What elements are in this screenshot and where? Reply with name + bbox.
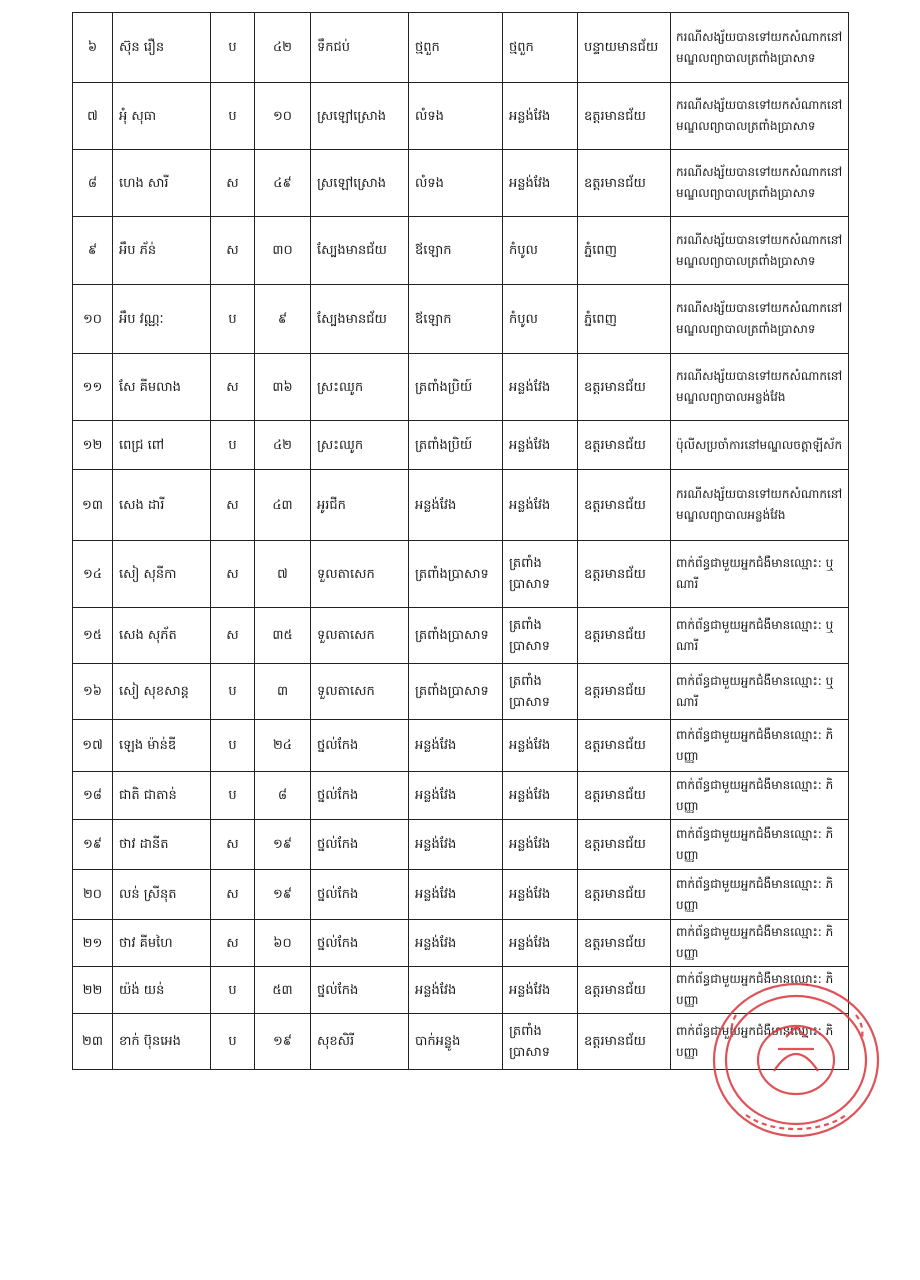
district-cell: ថ្មពួក (503, 13, 578, 83)
row-number-cell: ១២ (73, 421, 113, 470)
village-cell: ស្បែងមានជ័យ (311, 217, 409, 285)
sex-cell: ប (211, 421, 255, 470)
village-cell: អូរជីក (311, 470, 409, 541)
person-name-cell: សេង សុភ័ត (113, 608, 211, 664)
row-number-cell: ១១ (73, 354, 113, 421)
province-cell: ឧត្តរមានជ័យ (578, 608, 671, 664)
person-name-cell: សៀ សុនីកា (113, 541, 211, 608)
row-number-cell: ១៤ (73, 541, 113, 608)
remark-cell: ករណីសង្ស័យបានទៅយកសំណាកនៅមណ្ឌលព្យាបាលត្រពាំងប្រាសាទ (671, 285, 849, 354)
table-row (73, 664, 849, 720)
village-cell: ស្រះឈូក (311, 421, 409, 470)
district-cell: អន្លង់វែង (503, 870, 578, 920)
district-cell: អន្លង់វែង (503, 470, 578, 541)
row-number-cell: ៧ (73, 83, 113, 150)
row-number-cell: ៦ (73, 13, 113, 83)
commune-cell: ឪឡោក (409, 285, 503, 354)
remark-cell: ពាក់ព័ន្ធជាមួយអ្នកជំងឺមានឈ្មោះ: ឬ ណារី (671, 608, 849, 664)
commune-cell: អន្លង់វែង (409, 470, 503, 541)
person-name-cell: ថាវ គីមហៃ (113, 920, 211, 967)
district-cell: អន្លង់វែង (503, 720, 578, 772)
province-cell: ឧត្តរមានជ័យ (578, 83, 671, 150)
commune-cell: ថ្មពួក (409, 13, 503, 83)
table-row (73, 83, 849, 150)
commune-cell: ត្រពាំងប្រាសាទ (409, 664, 503, 720)
age-cell: ២៤ (255, 720, 311, 772)
province-cell: ភ្នំពេញ (578, 285, 671, 354)
province-cell: ឧត្តរមានជ័យ (578, 421, 671, 470)
sex-cell: ស (211, 541, 255, 608)
remark-cell: ពាក់ព័ន្ធជាមួយអ្នកជំងឺមានឈ្មោះ: ភិ បញ្ញា (671, 720, 849, 772)
person-name-cell: ថាវ ដានីត (113, 820, 211, 870)
row-number-cell: ១៣ (73, 470, 113, 541)
sex-cell: ប (211, 1014, 255, 1070)
sex-cell: ស (211, 470, 255, 541)
remark-cell: ពាក់ព័ន្ធជាមួយអ្នកជំងឺមានឈ្មោះ: ភិ បញ្ញា (671, 967, 849, 1014)
commune-cell: ត្រពាំងប្រាសាទ (409, 608, 503, 664)
remark-cell: ប៉ុលីសប្រចាំការនៅមណ្ឌលចត្តាឡីស័ក (671, 421, 849, 470)
age-cell: ៥៣ (255, 967, 311, 1014)
sex-cell: ប (211, 720, 255, 772)
age-cell: ៤២ (255, 13, 311, 83)
person-name-cell: អុំ សុធា (113, 83, 211, 150)
district-cell: អន្លង់វែង (503, 772, 578, 820)
table-row (73, 470, 849, 541)
remark-cell: ករណីសង្ស័យបានទៅយកសំណាកនៅមណ្ឌលព្យាបាលត្រពាំងប្រាសាទ (671, 13, 849, 83)
age-cell: ១៩ (255, 1014, 311, 1070)
province-cell: ឧត្តរមានជ័យ (578, 772, 671, 820)
province-cell: ឧត្តរមានជ័យ (578, 541, 671, 608)
table-row (73, 354, 849, 421)
commune-cell: លំទង (409, 150, 503, 217)
sex-cell: ស (211, 150, 255, 217)
person-name-cell: ពេជ្រ ពៅ (113, 421, 211, 470)
age-cell: ៣ (255, 664, 311, 720)
sex-cell: ប (211, 664, 255, 720)
person-name-cell: ស៊ុន រឿន (113, 13, 211, 83)
village-cell: ទួលតាសេក (311, 608, 409, 664)
age-cell: ១៩ (255, 820, 311, 870)
row-number-cell: ១៦ (73, 664, 113, 720)
village-cell: ថ្នល់កែង (311, 720, 409, 772)
commune-cell: ឪឡោក (409, 217, 503, 285)
village-cell: សុខសិរី (311, 1014, 409, 1070)
district-cell: អន្លង់វែង (503, 421, 578, 470)
age-cell: ១០ (255, 83, 311, 150)
district-cell: អន្លង់វែង (503, 150, 578, 217)
province-cell: ឧត្តរមានជ័យ (578, 664, 671, 720)
person-name-cell: អឹប ភ័ន់ (113, 217, 211, 285)
age-cell: ៩ (255, 285, 311, 354)
province-cell: ឧត្តរមានជ័យ (578, 470, 671, 541)
district-cell: កំបូល (503, 217, 578, 285)
village-cell: ថ្នល់កែង (311, 870, 409, 920)
province-cell: ឧត្តរមានជ័យ (578, 720, 671, 772)
district-cell: ត្រពាំងប្រាសាទ (503, 541, 578, 608)
remark-cell: ពាក់ព័ន្ធជាមួយអ្នកជំងឺមានឈ្មោះ: ភិ បញ្ញា (671, 1014, 849, 1070)
remark-cell: ពាក់ព័ន្ធជាមួយអ្នកជំងឺមានឈ្មោះ: ឬ ណារី (671, 664, 849, 720)
province-cell: ឧត្តរមានជ័យ (578, 870, 671, 920)
age-cell: ៣៥ (255, 608, 311, 664)
village-cell: ស្រឡៅស្រោង (311, 150, 409, 217)
sex-cell: ស (211, 870, 255, 920)
official-seal-stamp (706, 975, 886, 1145)
table-row (73, 920, 849, 967)
row-number-cell: ២៣ (73, 1014, 113, 1070)
table-row (73, 720, 849, 772)
commune-cell: អន្លង់វែង (409, 870, 503, 920)
commune-cell: ត្រពាំងប្រិយ៍ (409, 421, 503, 470)
sex-cell: ប (211, 285, 255, 354)
age-cell: ៣៦ (255, 354, 311, 421)
province-cell: ឧត្តរមានជ័យ (578, 967, 671, 1014)
district-cell: ត្រពាំងប្រាសាទ (503, 664, 578, 720)
table-row (73, 541, 849, 608)
province-cell: ឧត្តរមានជ័យ (578, 820, 671, 870)
person-name-cell: លន់ ស្រីនុត (113, 870, 211, 920)
remark-cell: ករណីសង្ស័យបានទៅយកសំណាកនៅមណ្ឌលព្យាបាលអន្លង់វែង (671, 354, 849, 421)
person-name-cell: ហេង សារី (113, 150, 211, 217)
age-cell: ៤៣ (255, 470, 311, 541)
district-cell: កំបូល (503, 285, 578, 354)
person-name-cell: សេង ដារី (113, 470, 211, 541)
age-cell: ៧ (255, 541, 311, 608)
cases-table (72, 12, 849, 1070)
row-number-cell: ២២ (73, 967, 113, 1014)
commune-cell: អន្លង់វែង (409, 720, 503, 772)
row-number-cell: ១៩ (73, 820, 113, 870)
commune-cell: អន្លង់វែង (409, 920, 503, 967)
commune-cell: ត្រពាំងប្រាសាទ (409, 541, 503, 608)
row-number-cell: ១៨ (73, 772, 113, 820)
village-cell: ថ្នល់កែង (311, 967, 409, 1014)
village-cell: ស្រះឈូក (311, 354, 409, 421)
commune-cell: បាក់អន្លូង (409, 1014, 503, 1070)
row-number-cell: ២១ (73, 920, 113, 967)
sex-cell: ស (211, 820, 255, 870)
age-cell: ១៩ (255, 870, 311, 920)
district-cell: អន្លង់វែង (503, 354, 578, 421)
remark-cell: ករណីសង្ស័យបានទៅយកសំណាកនៅមណ្ឌលព្យាបាលអន្លង់វែង (671, 470, 849, 541)
village-cell: ទឹកជប់ (311, 13, 409, 83)
person-name-cell: ឡេង ម៉ាន់ឌី (113, 720, 211, 772)
commune-cell: លំទង (409, 83, 503, 150)
row-number-cell: ២០ (73, 870, 113, 920)
province-cell: ឧត្តរមានជ័យ (578, 354, 671, 421)
province-cell: ឧត្តរមានជ័យ (578, 920, 671, 967)
commune-cell: ត្រពាំងប្រិយ៍ (409, 354, 503, 421)
table-row (73, 772, 849, 820)
table-row (73, 608, 849, 664)
table-row (73, 150, 849, 217)
remark-cell: ករណីសង្ស័យបានទៅយកសំណាកនៅមណ្ឌលព្យាបាលត្រពាំងប្រាសាទ (671, 217, 849, 285)
person-name-cell: ជាតិ ជាតាន់ (113, 772, 211, 820)
person-name-cell: សែ គីមលាង (113, 354, 211, 421)
row-number-cell: ៨ (73, 150, 113, 217)
sex-cell: ស (211, 608, 255, 664)
person-name-cell: យ៉ង់ យន់ (113, 967, 211, 1014)
sex-cell: ប (211, 967, 255, 1014)
village-cell: ទួលតាសេក (311, 541, 409, 608)
remark-cell: ករណីសង្ស័យបានទៅយកសំណាកនៅមណ្ឌលព្យាបាលត្រពាំងប្រាសាទ (671, 83, 849, 150)
commune-cell: អន្លង់វែង (409, 772, 503, 820)
province-cell: ឧត្តរមានជ័យ (578, 150, 671, 217)
province-cell: ភ្នំពេញ (578, 217, 671, 285)
village-cell: ទួលតាសេក (311, 664, 409, 720)
commune-cell: អន្លង់វែង (409, 967, 503, 1014)
district-cell: ត្រពាំងប្រាសាទ (503, 1014, 578, 1070)
province-cell: បន្ទាយមានជ័យ (578, 13, 671, 83)
row-number-cell: ១៥ (73, 608, 113, 664)
remark-cell: ពាក់ព័ន្ធជាមួយអ្នកជំងឺមានឈ្មោះ: ភិ បញ្ញា (671, 870, 849, 920)
age-cell: ៤២ (255, 421, 311, 470)
commune-cell: អន្លង់វែង (409, 820, 503, 870)
district-cell: អន្លង់វែង (503, 967, 578, 1014)
district-cell: ត្រពាំងប្រាសាទ (503, 608, 578, 664)
sex-cell: ស (211, 217, 255, 285)
remark-cell: ពាក់ព័ន្ធជាមួយអ្នកជំងឺមានឈ្មោះ: ភិ បញ្ញា (671, 772, 849, 820)
sex-cell: ស (211, 354, 255, 421)
sex-cell: ស (211, 920, 255, 967)
village-cell: ថ្នល់កែង (311, 772, 409, 820)
table-row (73, 421, 849, 470)
village-cell: ស្បែងមានជ័យ (311, 285, 409, 354)
person-name-cell: អឹប វណ្ណៈ (113, 285, 211, 354)
remark-cell: ពាក់ព័ន្ធជាមួយអ្នកជំងឺមានឈ្មោះ: ភិ បញ្ញា (671, 820, 849, 870)
person-name-cell: សៀ សុខសាន្ត (113, 664, 211, 720)
district-cell: អន្លង់វែង (503, 83, 578, 150)
seal-graphic (714, 984, 878, 1136)
table-row (73, 870, 849, 920)
age-cell: ៨ (255, 772, 311, 820)
table-row (73, 217, 849, 285)
sex-cell: ប (211, 13, 255, 83)
sex-cell: ប (211, 772, 255, 820)
province-cell: ឧត្តរមានជ័យ (578, 1014, 671, 1070)
sex-cell: ប (211, 83, 255, 150)
district-cell: អន្លង់វែង (503, 820, 578, 870)
district-cell: អន្លង់វែង (503, 920, 578, 967)
village-cell: ថ្នល់កែង (311, 820, 409, 870)
remark-cell: ពាក់ព័ន្ធជាមួយអ្នកជំងឺមានឈ្មោះ: ភិ បញ្ញា (671, 920, 849, 967)
village-cell: ស្រឡៅស្រោង (311, 83, 409, 150)
age-cell: ៤៩ (255, 150, 311, 217)
cases-table-body (73, 13, 849, 1070)
row-number-cell: ១៧ (73, 720, 113, 772)
village-cell: ថ្នល់កែង (311, 920, 409, 967)
person-name-cell: ខាក់ ប៊ុនអេង (113, 1014, 211, 1070)
remark-cell: ពាក់ព័ន្ធជាមួយអ្នកជំងឺមានឈ្មោះ: ឬ ណារី (671, 541, 849, 608)
row-number-cell: ១០ (73, 285, 113, 354)
document-page (72, 12, 848, 1070)
row-number-cell: ៩ (73, 217, 113, 285)
age-cell: ៦០ (255, 920, 311, 967)
age-cell: ៣០ (255, 217, 311, 285)
table-row (73, 285, 849, 354)
table-row (73, 13, 849, 83)
remark-cell: ករណីសង្ស័យបានទៅយកសំណាកនៅមណ្ឌលព្យាបាលត្រពាំងប្រាសាទ (671, 150, 849, 217)
table-row (73, 820, 849, 870)
